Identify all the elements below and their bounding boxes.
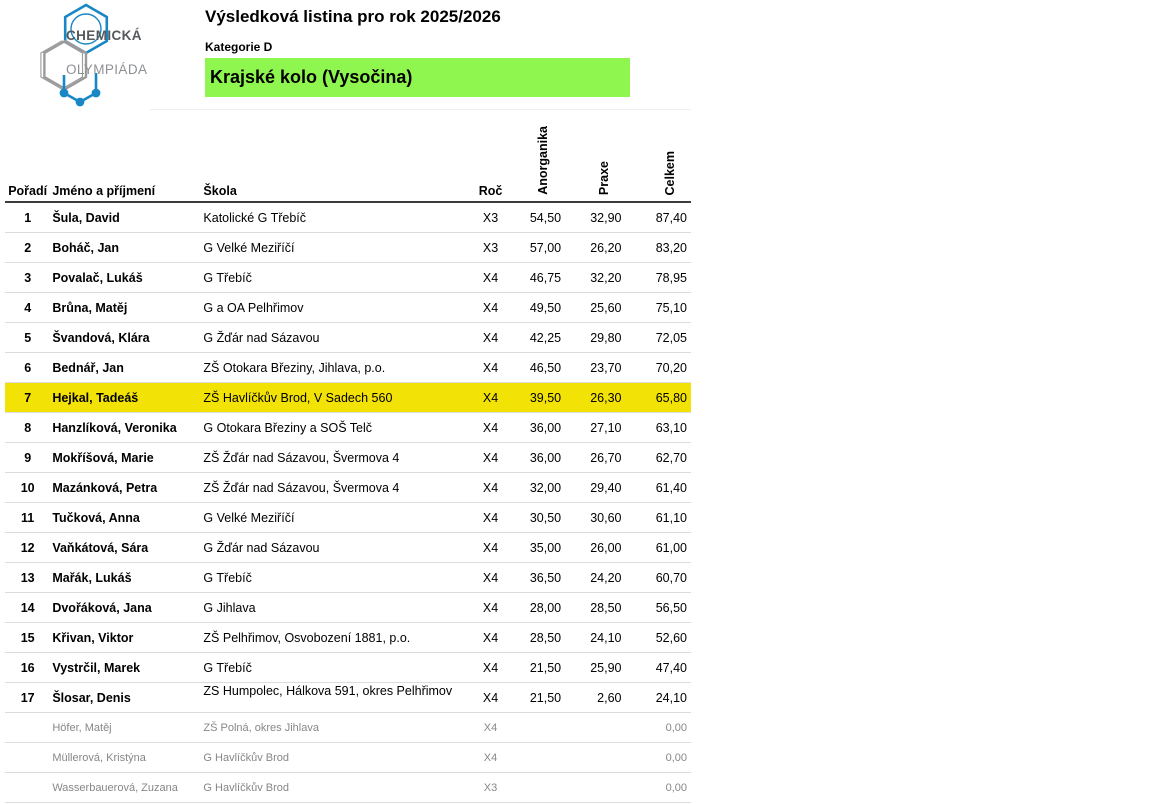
column-header-rank: Pořadí	[5, 112, 50, 202]
name-cell: Mazánková, Petra	[50, 473, 201, 503]
celkem-cell: 0,00	[626, 743, 691, 773]
celkem-cell: 62,70	[626, 443, 691, 473]
celkem-cell: 0,00	[626, 713, 691, 743]
chemistry-olympiad-logo	[16, 2, 176, 117]
celkem-cell: 61,40	[626, 473, 691, 503]
rank-cell: 3	[5, 263, 50, 293]
name-cell: Vaňkátová, Sára	[50, 533, 201, 563]
celkem-cell: 52,60	[626, 623, 691, 653]
name-cell: Šlosar, Denis	[50, 683, 201, 713]
praxe-cell: 25,60	[571, 293, 626, 323]
grade-cell: X4	[465, 473, 515, 503]
school-text: ZŠ Pelhřimov, Osvobození 1881, p.o.	[203, 630, 411, 645]
praxe-cell: 26,20	[571, 233, 626, 263]
rank-cell	[5, 713, 50, 743]
name-cell: Hejkal, Tadeáš	[50, 383, 201, 413]
column-header-praxe	[571, 112, 626, 202]
school-text: G Třebíč	[203, 660, 252, 675]
anorganika-cell: 46,75	[516, 263, 571, 293]
school-cell	[201, 263, 465, 293]
celkem-cell: 0,00	[626, 773, 691, 803]
table-row	[5, 413, 691, 443]
grade-cell: X4	[465, 623, 515, 653]
praxe-cell: 28,50	[571, 593, 626, 623]
school-cell	[201, 653, 465, 683]
grade-cell: X4	[465, 443, 515, 473]
rank-cell: 11	[5, 503, 50, 533]
praxe-cell: 26,30	[571, 383, 626, 413]
name-cell: Boháč, Jan	[50, 233, 201, 263]
anorganika-cell: 21,50	[516, 683, 571, 713]
school-cell	[201, 383, 465, 413]
column-header-anorganika	[516, 112, 571, 202]
school-text: G Žďár nad Sázavou	[203, 540, 320, 555]
school-cell	[201, 413, 465, 443]
school-text: G Otokara Březiny a SOŠ Telč	[203, 420, 373, 435]
celkem-cell: 60,70	[626, 563, 691, 593]
grade-cell: X3	[465, 202, 515, 233]
table-row	[5, 773, 691, 803]
rank-cell: 8	[5, 413, 50, 443]
school-cell	[201, 473, 465, 503]
school-cell	[201, 773, 465, 803]
column-header-celkem	[626, 112, 691, 202]
table-row	[5, 743, 691, 773]
anorganika-cell	[516, 713, 571, 743]
praxe-cell: 23,70	[571, 353, 626, 383]
anorganika-cell: 30,50	[516, 503, 571, 533]
name-cell: Müllerová, Kristýna	[50, 743, 201, 773]
celkem-cell: 56,50	[626, 593, 691, 623]
rank-cell: 9	[5, 443, 50, 473]
anorganika-cell: 36,50	[516, 563, 571, 593]
name-cell: Brůna, Matěj	[50, 293, 201, 323]
table-row	[5, 233, 691, 263]
praxe-cell: 29,40	[571, 473, 626, 503]
grade-cell: X4	[465, 533, 515, 563]
praxe-cell: 2,60	[571, 683, 626, 713]
grade-cell: X4	[465, 383, 515, 413]
anorganika-cell: 46,50	[516, 353, 571, 383]
school-text: ZS Humpolec, Hálkova 591, okres Pelhřimov	[203, 684, 453, 698]
grade-cell: X4	[465, 743, 515, 773]
anorganika-cell	[516, 743, 571, 773]
grade-cell: X4	[465, 503, 515, 533]
chemistry-hexagons-icon	[16, 2, 176, 117]
celkem-cell: 83,20	[626, 233, 691, 263]
rank-cell: 13	[5, 563, 50, 593]
school-text: G Velké Meziříčí	[203, 240, 295, 255]
celkem-cell: 24,10	[626, 683, 691, 713]
table-row	[5, 293, 691, 323]
school-text: ZŠ Žďár nad Sázavou, Švermova 4	[203, 450, 400, 465]
rotated-label-praxe: Praxe	[597, 160, 612, 195]
column-header-grade: Roč	[465, 112, 515, 202]
name-cell: Křivan, Viktor	[50, 623, 201, 653]
anorganika-cell: 32,00	[516, 473, 571, 503]
rotated-label-anorganika: Anorganika	[536, 126, 551, 195]
school-text: Katolické G Třebíč	[203, 210, 307, 225]
name-cell: Hanzlíková, Veronika	[50, 413, 201, 443]
grade-cell: X4	[465, 593, 515, 623]
school-cell	[201, 443, 465, 473]
anorganika-cell: 42,25	[516, 323, 571, 353]
anorganika-cell: 39,50	[516, 383, 571, 413]
school-text: ZŠ Otokara Březiny, Jihlava, p.o.	[203, 360, 386, 375]
rank-cell: 5	[5, 323, 50, 353]
celkem-cell: 87,40	[626, 202, 691, 233]
grade-cell: X4	[465, 713, 515, 743]
name-cell: Höfer, Matěj	[50, 713, 201, 743]
table-row	[5, 323, 691, 353]
school-cell	[201, 233, 465, 263]
results-table	[5, 112, 691, 803]
anorganika-cell: 49,50	[516, 293, 571, 323]
table-row	[5, 683, 691, 713]
anorganika-cell: 35,00	[516, 533, 571, 563]
logo-text-olympiada: OLYMPIÁDA	[66, 62, 148, 77]
name-cell: Wasserbauerová, Zuzana	[50, 773, 201, 803]
anorganika-cell: 36,00	[516, 443, 571, 473]
table-row	[5, 593, 691, 623]
celkem-cell: 47,40	[626, 653, 691, 683]
rank-cell	[5, 773, 50, 803]
divider-line	[150, 109, 691, 110]
page-title: Výsledková listina pro rok 2025/2026	[205, 7, 501, 26]
anorganika-cell: 54,50	[516, 202, 571, 233]
school-text: G Havlíčkův Brod	[203, 751, 290, 764]
praxe-cell	[571, 743, 626, 773]
school-text: G Žďár nad Sázavou	[203, 330, 320, 345]
praxe-cell: 29,80	[571, 323, 626, 353]
rank-cell: 15	[5, 623, 50, 653]
school-text: G Havlíčkův Brod	[203, 781, 290, 794]
praxe-cell: 30,60	[571, 503, 626, 533]
grade-cell: X4	[465, 653, 515, 683]
name-cell: Tučková, Anna	[50, 503, 201, 533]
grade-cell: X4	[465, 323, 515, 353]
praxe-cell: 26,00	[571, 533, 626, 563]
praxe-cell: 24,10	[571, 623, 626, 653]
results-body	[5, 202, 691, 803]
grade-cell: X4	[465, 263, 515, 293]
table-row	[5, 533, 691, 563]
grade-cell: X3	[465, 773, 515, 803]
table-row	[5, 263, 691, 293]
rank-cell: 12	[5, 533, 50, 563]
celkem-cell: 70,20	[626, 353, 691, 383]
celkem-cell: 61,00	[626, 533, 691, 563]
column-header-name: Jméno a příjmení	[50, 112, 201, 202]
rank-cell: 1	[5, 202, 50, 233]
grade-cell: X4	[465, 683, 515, 713]
column-header-school: Škola	[201, 112, 465, 202]
celkem-cell: 75,10	[626, 293, 691, 323]
grade-cell: X4	[465, 353, 515, 383]
table-header-row	[5, 112, 691, 202]
school-cell	[201, 323, 465, 353]
rank-cell: 10	[5, 473, 50, 503]
rotated-label-celkem: Celkem	[663, 150, 677, 195]
school-text: G Třebíč	[203, 270, 252, 285]
name-cell: Dvořáková, Jana	[50, 593, 201, 623]
celkem-cell: 78,95	[626, 263, 691, 293]
round-banner: Krajské kolo (Vysočina)	[205, 58, 630, 97]
school-text: G Třebíč	[203, 570, 252, 585]
anorganika-cell: 36,00	[516, 413, 571, 443]
school-cell	[201, 503, 465, 533]
table-row	[5, 443, 691, 473]
name-cell: Mokříšová, Marie	[50, 443, 201, 473]
table-row	[5, 353, 691, 383]
rank-cell: 7	[5, 383, 50, 413]
school-cell	[201, 593, 465, 623]
name-cell: Šula, David	[50, 202, 201, 233]
celkem-cell: 61,10	[626, 503, 691, 533]
table-row	[5, 653, 691, 683]
rank-cell: 6	[5, 353, 50, 383]
praxe-cell	[571, 773, 626, 803]
praxe-cell	[571, 713, 626, 743]
school-cell	[201, 563, 465, 593]
table-row	[5, 503, 691, 533]
rank-cell: 14	[5, 593, 50, 623]
school-cell	[201, 533, 465, 563]
anorganika-cell: 28,50	[516, 623, 571, 653]
praxe-cell: 25,90	[571, 653, 626, 683]
praxe-cell: 24,20	[571, 563, 626, 593]
school-text: ZŠ Žďár nad Sázavou, Švermova 4	[203, 480, 400, 495]
name-cell: Vystrčil, Marek	[50, 653, 201, 683]
grade-cell: X4	[465, 413, 515, 443]
school-text: G a OA Pelhřimov	[203, 300, 304, 315]
school-text: G Velké Meziříčí	[203, 510, 295, 525]
praxe-cell: 32,20	[571, 263, 626, 293]
table-row	[5, 623, 691, 653]
praxe-cell: 27,10	[571, 413, 626, 443]
praxe-cell: 32,90	[571, 202, 626, 233]
school-cell	[201, 623, 465, 653]
rank-cell: 16	[5, 653, 50, 683]
rank-cell: 4	[5, 293, 50, 323]
praxe-cell: 26,70	[571, 443, 626, 473]
grade-cell: X3	[465, 233, 515, 263]
rank-cell: 17	[5, 683, 50, 713]
school-text: G Jihlava	[203, 600, 256, 615]
rank-cell: 2	[5, 233, 50, 263]
school-text: ZŠ Havlíčkův Brod, V Sadech 560	[203, 390, 393, 405]
school-text: ZŠ Polná, okres Jihlava	[203, 721, 319, 734]
celkem-cell: 72,05	[626, 323, 691, 353]
name-cell: Povalač, Lukáš	[50, 263, 201, 293]
table-row	[5, 563, 691, 593]
table-row	[5, 202, 691, 233]
school-cell	[201, 713, 465, 743]
school-cell	[201, 743, 465, 773]
table-row	[5, 713, 691, 743]
grade-cell: X4	[465, 563, 515, 593]
anorganika-cell: 28,00	[516, 593, 571, 623]
category-label: Kategorie D	[205, 40, 273, 54]
name-cell: Švandová, Klára	[50, 323, 201, 353]
anorganika-cell	[516, 773, 571, 803]
anorganika-cell: 21,50	[516, 653, 571, 683]
table-row	[5, 383, 691, 413]
anorganika-cell: 57,00	[516, 233, 571, 263]
grade-cell: X4	[465, 293, 515, 323]
results-table-container	[5, 112, 691, 803]
name-cell: Bednář, Jan	[50, 353, 201, 383]
celkem-cell: 65,80	[626, 383, 691, 413]
school-cell	[201, 683, 465, 713]
logo-text-chemicka: CHEMICKÁ	[66, 28, 142, 43]
school-cell	[201, 293, 465, 323]
rank-cell	[5, 743, 50, 773]
celkem-cell: 63,10	[626, 413, 691, 443]
name-cell: Mařák, Lukáš	[50, 563, 201, 593]
table-row	[5, 473, 691, 503]
school-cell	[201, 202, 465, 233]
school-cell	[201, 353, 465, 383]
